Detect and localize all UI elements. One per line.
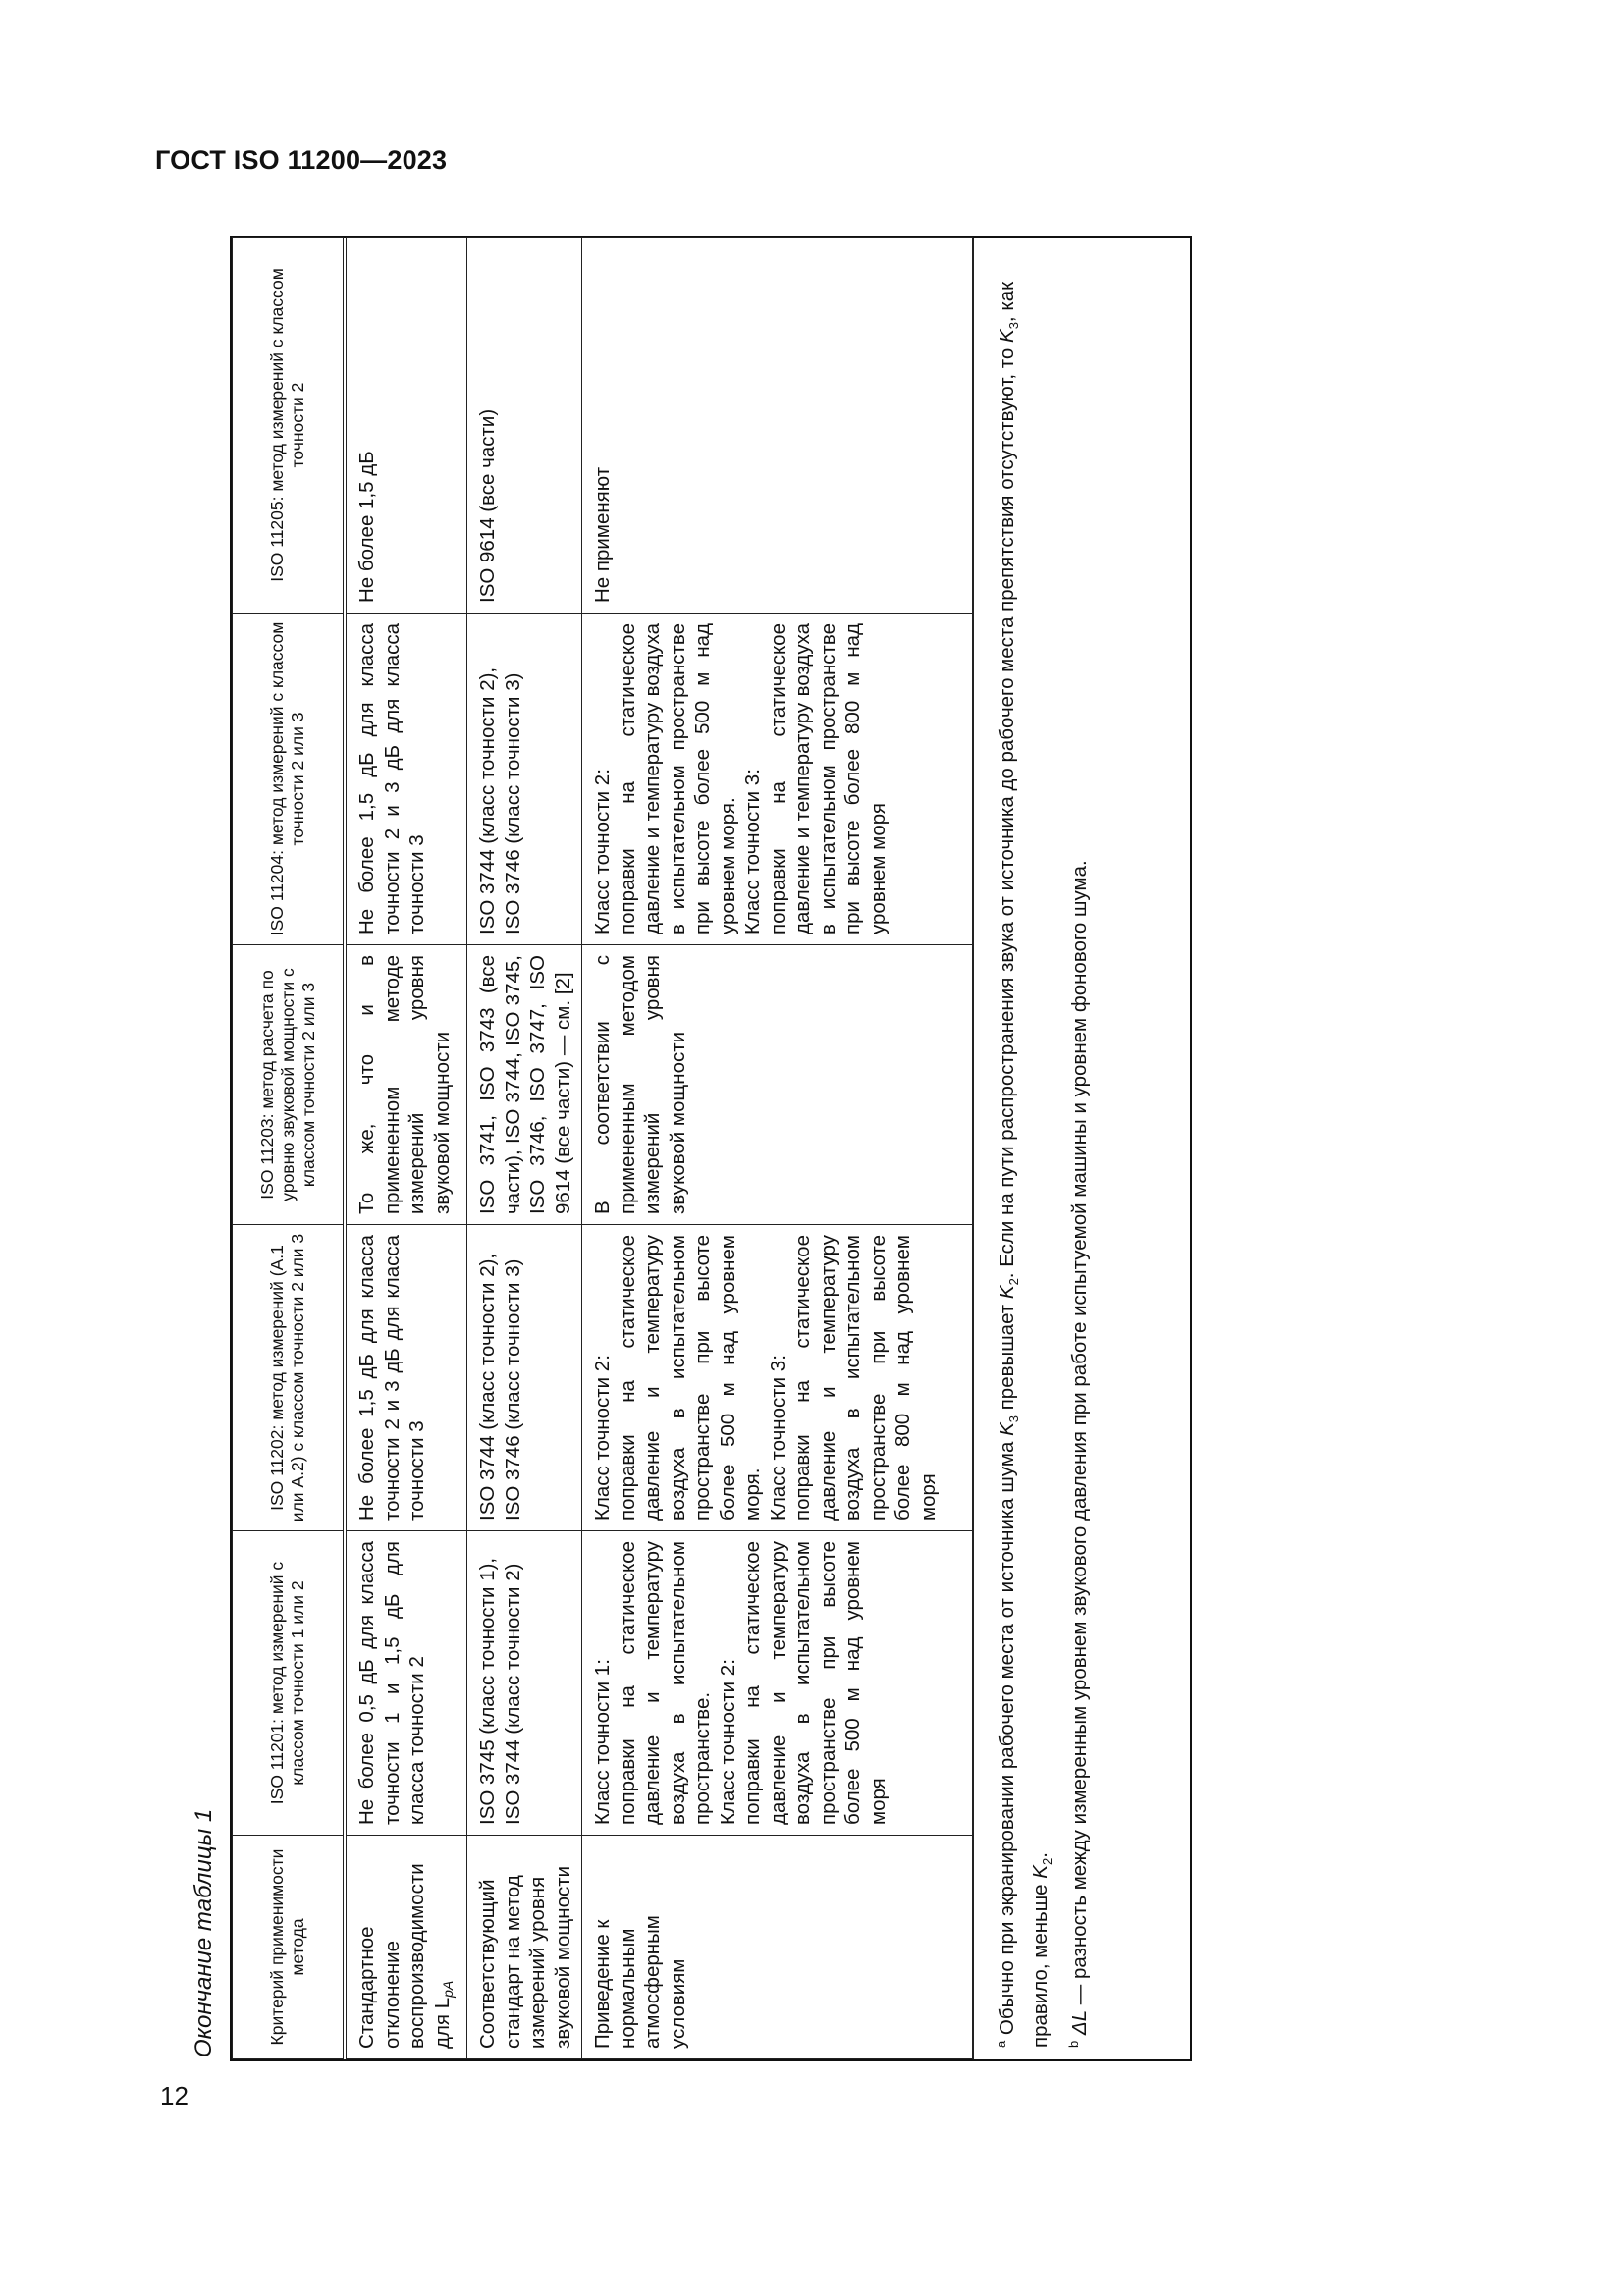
table-row: [467, 238, 582, 2059]
table-frame: [230, 236, 1192, 2061]
cell-11205-standard: ISO 9614 (все части): [467, 238, 582, 614]
header-iso-11203: ISO 11203: метод расчета по уровню звуковой мощности с классом точности 2 или 3: [233, 945, 346, 1225]
criterion-normalization: Приведение к нормальным атмосферным условиям: [582, 1836, 973, 2059]
cell-11204-reproducibility: Не более 1,5 дБ для класса точности 2 и 3 дБ для класса точности 3: [345, 614, 467, 945]
method-comparison-table: [232, 237, 973, 2059]
table-row: [582, 238, 973, 2059]
table-header-row: [233, 238, 346, 2059]
cell-11202-standard: ISO 3744 (класс точности 2), ISO 3746 (класс точности 3): [467, 1225, 582, 1531]
header-iso-11202: ISO 11202: метод измерений (А.1 или А.2) с классом точности 2 или 3: [233, 1225, 346, 1531]
cell-11205-reproducibility: Не более 1,5 дБ: [345, 238, 467, 614]
page-number: 12: [160, 2081, 189, 2110]
criterion-reproducibility: Стандартное отклонение воспроизводимости для $L_{pA}$: [345, 1836, 467, 2059]
header-iso-11204: ISO 11204: метод измерений с классом точности 2 или 3: [233, 614, 346, 945]
cell-11202-normalization: Класс точности 2: поправки на статическое давление и температуру воздуха в испытательном пространстве при высоте более 500 м над уровнем моря. Класс точности 3: поправки на статическое давление и температуру воздуха в испытательном пространстве при высоте более 800 м над уровнем моря: [582, 1225, 973, 1531]
cell-11203-reproducibility: То же, что и в примененном методе измерений уровня звуковой мощности: [345, 945, 467, 1225]
table-caption: Окончание таблицы 1: [190, 1808, 217, 2057]
table-footnotes: [973, 238, 1093, 2059]
document-header: ГОСТ ISO 11200—2023: [155, 145, 448, 175]
cell-11204-normalization: Класс точности 2: поправки на статическое давление и температуру воздуха в испытательном пространстве при высоте более 500 м над уровнем моря. Класс точности 3: поправки на статическое давление и температуру воздуха в испытательном пространстве при высоте более 800 м над уровнем моря: [582, 614, 973, 945]
header-iso-11201: ISO 11201: метод измерений с классом точности 1 или 2: [233, 1531, 346, 1836]
footnote-a: $^a$ Обычно при экранировании рабочего места от источника шума $K_3$ превышает $K_2$. Если на пути распространения звука от источника до рабочего места препятствия отсутствуют, то $K_3$, как правило, меньше $K_2$.: [994, 281, 1056, 2048]
cell-11203-standard: ISO 3741, ISO 3743 (все части), ISO 3744, ISO 3745, ISO 3746, ISO 3747, ISO 9614 (все части) — см. [2]: [467, 945, 582, 1225]
cell-11204-standard: ISO 3744 (класс точности 2), ISO 3746 (класс точности 3): [467, 614, 582, 945]
cell-11202-reproducibility: Не более 1,5 дБ для класса точности 2 и 3 дБ для класса точности 3: [345, 1225, 467, 1531]
cell-11203-normalization: В соответствии с примененным методом измерений уровня звуковой мощности: [582, 945, 973, 1225]
cell-11201-standard: ISO 3745 (класс точности 1), ISO 3744 (класс точности 2): [467, 1531, 582, 1836]
header-criterion: Критерий применимости метода: [233, 1836, 346, 2059]
cell-11201-normalization: Класс точности 1: поправки на статическое давление и температуру воздуха в испытательном пространстве. Класс точности 2: поправки на статическое давление и температуру воздуха в испытательном пространстве при высоте более 500 м над уровнем моря: [582, 1531, 973, 1836]
cell-11205-normalization: Не применяют: [582, 238, 973, 614]
footnote-b: $^b$ ΔL — разность между измеренным уровнем звукового давления при работе испытуемой машины и уровнем фонового шума.: [1066, 860, 1091, 2048]
cell-11201-reproducibility: Не более 0,5 дБ для класса точности 1 и 1,5 дБ для класса точности 2: [345, 1531, 467, 1836]
criterion-standard: Соответствующий стандарт на метод измерений уровня звуковой мощности: [467, 1836, 582, 2059]
table-row: [345, 238, 467, 2059]
rotated-table-block: [190, 236, 1192, 2061]
header-iso-11205: ISO 11205: метод измерений с классом точности 2: [233, 238, 346, 614]
